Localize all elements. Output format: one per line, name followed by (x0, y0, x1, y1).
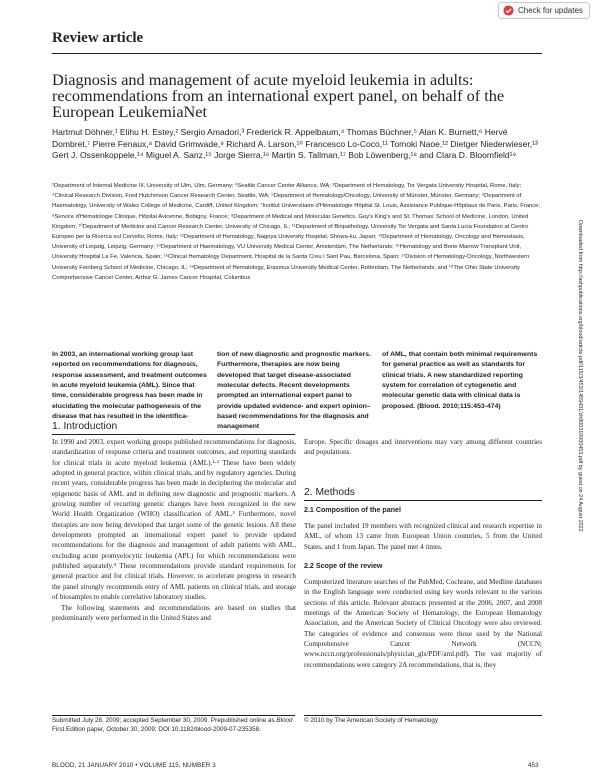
methods-heading: 2. Methods (304, 487, 355, 498)
author-list: Hartmut Döhner,¹ Elihu H. Estey,² Sergio Amadori,³ Frederick R. Appelbaum,⁴ Thomas Büchner,⁵ Alan K. Burnett,⁶ Hervé Dombret,⁷ Pierre Fenaux,⁸ David Grimwade,⁹ Richard A. Larson,¹⁰ Francesco Lo-Coco,¹¹ Tomoki Naoe,¹² Dietger Niederwieser,¹³ Gert J. Ossenkoppele,¹⁴ Miguel A. Sanz,¹⁵ Jorge Sierra,¹⁶ Martin S. Tallman,¹⁷ Bob Löwenberg,¹⁸ and Clara D. Bloomfield¹⁹ (52, 127, 538, 161)
submission-note-journal: Blood (276, 717, 293, 724)
methods-rule (304, 500, 542, 501)
introduction-paragraph-1: In 1990 and 2003, expert working groups published recommendations for diagnosis, standardization of response criteria and treatment outcomes, and reporting standards for clinical trials in acute myeloid leukemia (AML).¹·² These have been widely adopted in general practice, within clinical trials, and by regulatory agencies. During recent years, considerable progress has been made in deciphering the molecular and epigenetic basis of AML and in defining new diagnostic and prognostic markers. A growing number of recurring genetic changes have been recognized in the new World Health Organization (WHO) classification of AML.³ Furthermore, novel therapies are now being developed that target some of the genetic lesions. All these developments prompted an international expert panel to provide updated recommendations for the diagnosis and management of adult patients with AML, excluding acute promyelocytic leukemia (APL) for which recommendations were published separately.⁴ These recommendations provide standard requirements for general practice and for clinical trials. However, to accelerate progress in research the panel strongly recommends entry of AML patients on clinical trials, and storage of biosamples to enable correlative laboratory studies. (52, 438, 296, 602)
introduction-heading: 1. Introduction (52, 421, 118, 432)
footer-rule-left (52, 715, 295, 716)
affiliations: ¹Department of Internal Medicine III, University of Ulm, Ulm, Germany; ²Seattle Cancer Center Alliance, WA; ³Department of Hematology, Tor Vergata University Hospital, Rome, Italy; ⁴Clinical Research Division, Fred Hutchinson Cancer Research Center, Seattle, WA; ⁵Department of Hematology/Oncology, University of Münster, Münster, Germany; ⁶Department of Haematology, University of Wales College of Medicine, Cardiff, United Kingdom; ⁷Institut Universitaire d'Hématologie Hôpital St. Louis, Assistance Publique-Hôpitaux de Paris, Paris, France; ⁸Service d'Hématologie Clinique, Hôpital Avicenne, Bobigny, France; ⁹Department of Medical and Molecular Genetics, Guy's King's and St. Thomas' School of Medicine, London, United Kingdom; ¹⁰Department of Medicine and Cancer Research Center, University of Chicago, IL; ¹¹Department of Biopathology, University Tor Vergata and Santa Lucia Foundation at Centro Europeo per la Ricerca sul Cervello, Rome, Italy; ¹²Department of Hematology, Nagoya University Hospital, Showa-ku, Japan; ¹³Department of Hematology, Oncology and Hemostasis, University of Leipzig, Leipzig, Germany; ¹⁴Department of Haematology, VU University Medical Center, Amsterdam, The Netherlands; ¹⁵Hematology and Bone Marrow Transplant Unit, University Hospital La Fe, Valencia, Spain; ¹⁶Clinical Hematology Department, Hospital de la Santa Creu i Sant Pau, Barcelona, Spain; ¹⁷Division of Hematology-Oncology, Northwestern University Feinberg School of Medicine, Chicago, IL; ¹⁸Department of Hematology, Erasmus University Medical Center, Rotterdam, The Netherlands; and ¹⁹The Ohio State University Comprehensive Cancer Center, Arthur G. James Cancer Hospital, Columbus (52, 183, 541, 281)
footer-rule-right (304, 715, 542, 716)
composition-heading: 2.1 Composition of the panel (304, 506, 401, 514)
introduction-rule (52, 434, 295, 435)
journal-citation: BLOOD, 21 JANUARY 2010 • VOLUME 115, NUMBER 3 (52, 762, 216, 769)
submission-note-prefix: Submitted July 28, 2009; accepted September 30, 2009. Prepublished online as (52, 717, 277, 724)
download-side-note: Downloaded from http://ashpublications.org/blood/article-pdf/115/3/453/1459431/zh800310000453.pdf by guest on 24 August 2022 (577, 220, 583, 532)
article-title: Diagnosis and management of acute myeloid leukemia in adults: recommendations from an international expert panel, on behalf of the European LeukemiaNet (52, 70, 505, 121)
introduction-paragraph-2: The following statements and recommendations are based on studies that predominantly were performed in the United States and (52, 603, 296, 622)
abstract-column-2: tion of new diagnostic and prognostic markers. Furthermore, therapies are now being developed that target disease-associated molecular defects. Recent developments prompted an international expert panel to provide updated evidence- and expert opinion–based recommendations for the diagnosis and management (217, 351, 372, 431)
submission-note (52, 717, 295, 735)
submission-note-suffix: First Edition paper, October 30, 2009; DOI 10.1182/blood-2009-07-235358. (52, 725, 261, 733)
section-label: Review article (52, 30, 144, 46)
check-for-updates-label: Check for updates (518, 6, 583, 15)
scope-heading: 2.2 Scope of the review (304, 562, 383, 570)
introduction-continued: Europe. Specific dosages and interventions may vary among different countries and populations. (304, 438, 542, 457)
copyright-notice: © 2010 by The American Society of Hematology (304, 717, 439, 724)
check-for-updates-badge[interactable] (498, 2, 590, 19)
introduction-body (52, 437, 296, 623)
abstract-column-3: of AML, that contain both minimal requirements for general practice as well as standards for clinical trials. A new standardized reporting system for correlation of cytogenetic and molecular genetic data with clinical data is proposed. (Blood. 2010;115:453-474) (382, 351, 538, 410)
scope-body: Computerized literature searches of the PubMed, Cochrane, and Medline databases in the English language were conducted using key words relevant to the various sections of this article. Relevant abstracts presented at the 2006, 2007, and 2008 meetings of the American Society of Hematology, the European Hematology Association, and the American Society of Clinical Oncology were also reviewed. The categories of evidence and consensus were those used by the National Comprehensive Cancer Network (NCCN; www.nccn.org/professionals/physician_gls/PDF/aml.pdf). The vast majority of recommendations were category 2A recommendations, that is, they (304, 578, 542, 669)
header-rule (52, 53, 542, 54)
composition-body: The panel included 19 members with recognized clinical and research expertise in AML, of whom 13 came from European Union countries, 5 from the United States, and 1 from Japan. The panel met 4 times. (304, 522, 542, 551)
abstract-column-1: In 2003, an international working group last reported on recommendations for diagnosis, response assessment, and treatment outcomes in acute myeloid leukemia (AML). Since that time, considerable progress has been made in elucidating the molecular pathogenesis of the disease that has resulted in the identifica- (52, 351, 207, 421)
page-number: 453 (528, 762, 539, 769)
check-for-updates-icon (503, 5, 514, 16)
